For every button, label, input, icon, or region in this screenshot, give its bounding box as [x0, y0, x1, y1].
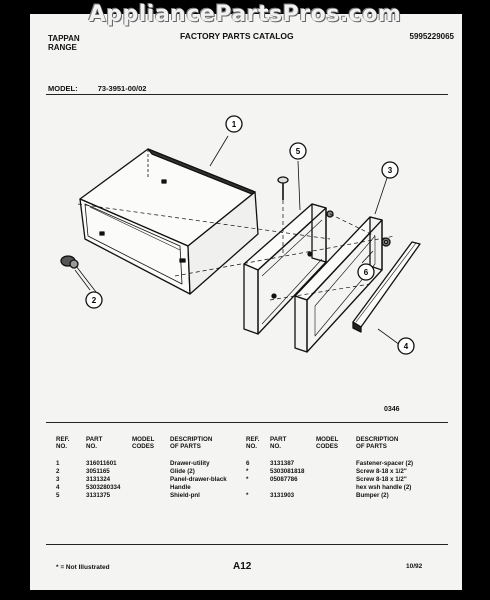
callout-4	[398, 338, 414, 354]
revision-date: 10/92	[406, 563, 423, 570]
brand-line-2: RANGE	[48, 43, 77, 52]
table-row: * 3131903 Bumper (2)	[246, 492, 389, 499]
exploded-diagram	[30, 14, 462, 434]
header-part-no: PART NO.	[86, 436, 103, 450]
callout-5-label: 5	[295, 147, 301, 156]
callout-5	[290, 143, 306, 159]
brand-line-1: TAPPAN	[48, 34, 80, 43]
footnote: * = Not Illustrated	[56, 564, 110, 571]
screw-drawing	[278, 177, 288, 200]
catalog-title: FACTORY PARTS CATALOG	[180, 31, 294, 41]
page-number: A12	[233, 561, 252, 572]
model-value: 73-3951-00/02	[97, 84, 147, 93]
callout-6	[358, 264, 374, 280]
table-row: 1 316011601 Drawer-utility	[56, 460, 210, 467]
diagram-code: 0346	[384, 406, 400, 413]
callout-3-label: 3	[387, 166, 393, 175]
model-label: MODEL:	[48, 84, 78, 93]
callout-1	[226, 116, 242, 132]
table-row: 4 5303280334 Handle	[56, 484, 191, 491]
table-row: 6 3131387 Fastener-spacer (2)	[246, 460, 414, 467]
callout-2-label: 2	[91, 296, 97, 305]
header-model-codes: MODEL CODES	[132, 436, 155, 450]
footer-rule	[46, 544, 448, 545]
table-row: * 5303081818 Screw 8-18 x 1/2"	[246, 468, 407, 475]
drawer-drawing	[80, 149, 258, 294]
handle-drawing	[353, 242, 420, 332]
header-description: DESCRIPTION OF PARTS	[170, 436, 213, 450]
table-top-rule	[46, 422, 448, 423]
header-model-codes: MODEL CODES	[316, 436, 339, 450]
table-row: 5 3131375 Shield-pnl	[56, 492, 200, 499]
table-row: 2 3051165 Glide (2)	[56, 468, 195, 475]
table-row: * 05087786 Screw 8-18 x 1/2"	[246, 476, 407, 483]
callout-2	[86, 292, 102, 308]
header-description: DESCRIPTION OF PARTS	[356, 436, 399, 450]
header-ref-no: REF. NO.	[246, 436, 260, 450]
callout-3	[382, 162, 398, 178]
callout-4-label: 4	[403, 342, 409, 351]
catalog-number: 5995229065	[409, 32, 454, 41]
header-part-no: PART NO.	[270, 436, 287, 450]
parts-catalog-page	[30, 14, 462, 590]
table-row: hex wsh handle (2)	[356, 484, 412, 491]
table-row: 3 3131324 Panel-drawer-black	[56, 476, 227, 483]
header-ref-no: REF. NO.	[56, 436, 70, 450]
callout-1-label: 1	[231, 120, 237, 129]
callout-6-label: 6	[363, 268, 369, 277]
watermark: AppliancePartsPros.com	[88, 2, 402, 27]
